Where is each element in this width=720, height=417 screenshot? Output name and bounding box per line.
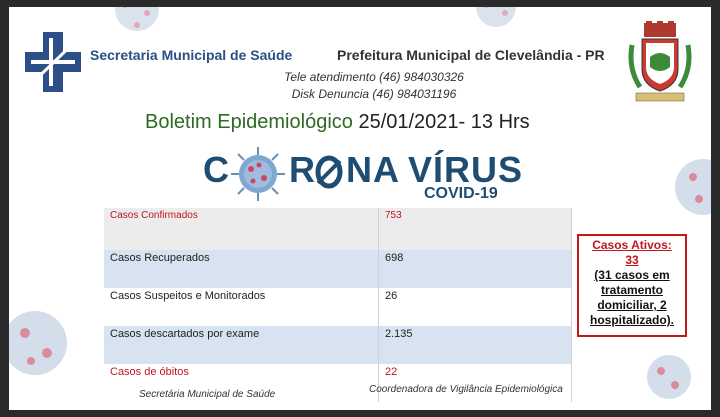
- virus-o-icon-small: [315, 155, 343, 189]
- covid-19-label: COVID-19: [424, 185, 498, 202]
- active-cases-title: Casos Ativos:: [592, 238, 672, 252]
- virus-o-icon: [229, 145, 287, 203]
- virus-illustration-right: [663, 147, 711, 227]
- virus-illustration-bottom-left: [9, 299, 81, 389]
- stat-label: Casos Confirmados: [104, 208, 379, 250]
- active-cases-count: 33: [625, 253, 639, 267]
- stat-value: 698: [379, 250, 572, 288]
- bulletin-date-time: 25/01/2021- 13 Hrs: [358, 111, 530, 133]
- table-row: [104, 288, 572, 326]
- active-cases-detail-1: (31 casos em: [594, 268, 670, 282]
- virus-illustration-top-left: [97, 7, 177, 39]
- active-cases-detail-4: hospitalizado).: [590, 313, 674, 327]
- stat-label: Casos de óbitos: [104, 364, 379, 402]
- city-coat-of-arms: [628, 21, 692, 103]
- disk-denuncia-phone: Disk Denuncia (46) 984031196: [291, 87, 457, 101]
- virus-illustration-bottom-right: [639, 347, 699, 407]
- wordmark-letter-r: R: [289, 149, 316, 190]
- footer-signature-left: Secretária Municipal de Saúde: [139, 389, 276, 400]
- active-cases-detail-3: domiciliar, 2: [597, 298, 667, 312]
- wordmark-letters-na: NA: [346, 149, 400, 190]
- bulletin-sheet: [9, 7, 711, 410]
- table-row: [104, 326, 572, 364]
- stat-value: 753: [379, 208, 572, 250]
- stat-value: 2.135: [379, 326, 572, 364]
- virus-illustration-top-right: [461, 7, 531, 37]
- wordmark-letter-c: C: [203, 149, 230, 190]
- health-department-name: Secretaria Municipal de Saúde: [90, 47, 293, 63]
- stat-label: Casos descartados por exame: [104, 326, 379, 364]
- table-row: [104, 208, 572, 250]
- bulletin-title: [145, 111, 530, 134]
- stat-label: Casos Recuperados: [104, 250, 379, 288]
- stat-label: Casos Suspeitos e Monitorados: [104, 288, 379, 326]
- stat-value: 22: [379, 364, 572, 402]
- health-cross-logo: [21, 28, 85, 96]
- city-hall-name: Prefeitura Municipal de Clevelândia - PR: [337, 47, 605, 63]
- active-cases-box: [577, 234, 687, 337]
- wordmark-virus: VÍRUS: [408, 149, 524, 190]
- stat-value: 26: [379, 288, 572, 326]
- table-row: [104, 250, 572, 288]
- footer-signature-right: Coordenadora de Vigilância Epidemiológica: [369, 384, 563, 395]
- active-cases-detail-2: tratamento: [600, 283, 663, 297]
- tele-atendimento-phone: Tele atendimento (46) 984030326: [284, 70, 464, 84]
- coronavirus-wordmark: [203, 143, 533, 205]
- bulletin-title-prefix: Boletim Epidemiológico: [145, 111, 353, 133]
- statistics-table: [104, 208, 572, 402]
